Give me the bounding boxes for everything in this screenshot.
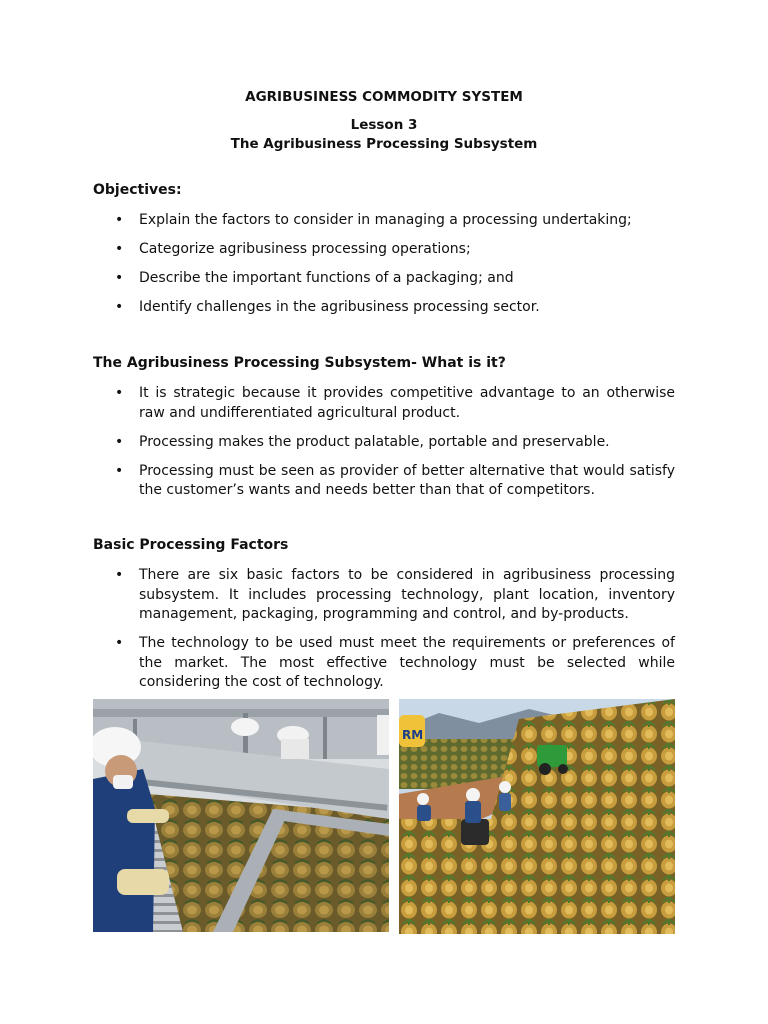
- factor-item: • There are six basic factors to be considered in agribusiness processing subsystem. It includes processing technology, plant location, inventory management, packaging, programming and control, and by-products.: [93, 566, 675, 625]
- objectives-list: [93, 211, 675, 327]
- what-is-it-item: • Processing must be seen as provider of better alternative that would satisfy the customer’s wants and needs better than that of competitors.: [93, 462, 675, 501]
- pineapple-field-photo: [399, 699, 675, 934]
- photo-logo: RM: [402, 728, 424, 742]
- factor-item: • The technology to be used must meet the requirements or preferences of the market. The most effective technology must be selected while considering the cost of technology.: [93, 634, 675, 693]
- objective-item: • Categorize agribusiness processing operations;: [93, 240, 675, 260]
- objective-item: • Explain the factors to consider in managing a processing undertaking;: [93, 211, 675, 231]
- lesson-subtitle: The Agribusiness Processing Subsystem: [230, 136, 538, 152]
- what-is-it-item: • Processing makes the product palatable, portable and preservable.: [93, 433, 675, 453]
- lesson-number: Lesson 3: [350, 117, 418, 133]
- factors-heading: Basic Processing Factors: [93, 537, 289, 553]
- objectives-heading: Objectives:: [93, 182, 182, 198]
- what-is-it-list: [93, 384, 675, 510]
- what-is-it-heading: The Agribusiness Processing Subsystem- What is it?: [93, 355, 506, 371]
- processing-line-photo: [93, 699, 389, 932]
- objective-item: • Describe the important functions of a packaging; and: [93, 269, 675, 289]
- objective-item: • Identify challenges in the agribusiness processing sector.: [93, 298, 675, 318]
- document-title: AGRIBUSINESS COMMODITY SYSTEM: [245, 89, 523, 105]
- what-is-it-item: • It is strategic because it provides competitive advantage to an otherwise raw and undifferentiated agricultural product.: [93, 384, 675, 423]
- factors-list: [93, 566, 675, 702]
